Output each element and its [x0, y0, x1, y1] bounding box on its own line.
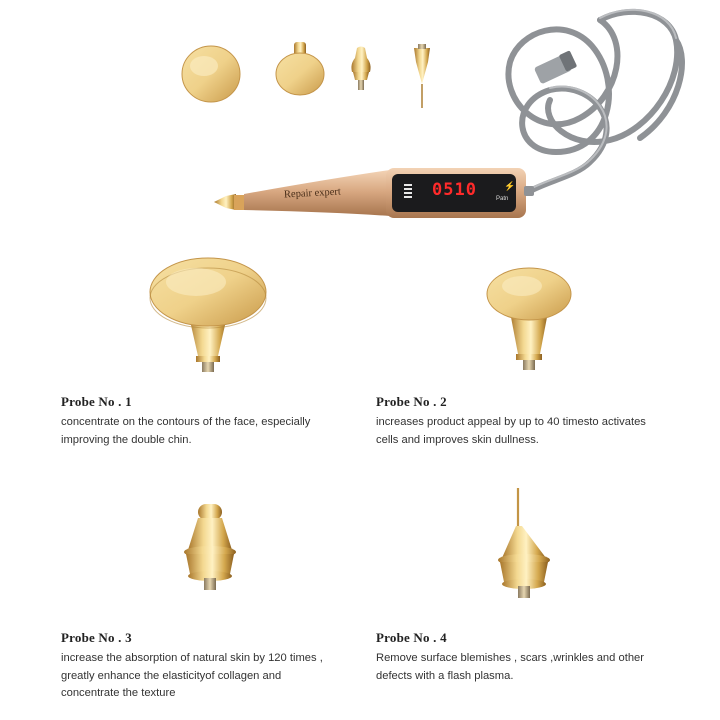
probe-2-line-2: cells and improves skin dullness.: [376, 433, 539, 446]
lightning-icon: ⚡: [504, 181, 516, 191]
small-probe-1-image: [178, 44, 244, 106]
probe-1-description: [61, 414, 371, 449]
probe-1-title: Probe No . 1: [61, 394, 132, 409]
probe-3-line-1: increase the absorption of natural skin by 120 times ,: [61, 652, 323, 664]
pen-display-readout: 0510: [432, 180, 477, 200]
probe-4-line-2: defects with a flash plasma.: [376, 669, 514, 682]
probe-3-description: [61, 650, 371, 703]
probe-1-image: [146, 256, 270, 376]
repair-pen-device: [214, 164, 534, 224]
small-probe-2-image: [274, 42, 326, 98]
probe-2-line-1: increases product appeal by up to 40 timesto activates: [376, 416, 646, 428]
probe-3-image: [178, 500, 242, 596]
probe-2-title: Probe No . 2: [376, 394, 447, 409]
probe-3-line-3: concentrate the texture: [61, 687, 176, 699]
small-probe-3-image: [346, 46, 376, 94]
probe-2-description: [376, 414, 706, 449]
small-probe-4-image: [408, 44, 436, 110]
probe-3-line-2: greatly enhance the elasticityof collagen and: [61, 669, 282, 682]
pen-brand-label: Repair expert: [283, 186, 342, 201]
probe-4-title: Probe No . 4: [376, 630, 447, 645]
pen-button-label: Patn: [496, 196, 509, 202]
probe-1-line-1: concentrate on the contours of the face, especially: [61, 416, 311, 428]
probe-3-title: Probe No . 3: [61, 630, 132, 645]
probe-1-line-2: improving the double chin.: [61, 433, 192, 446]
probe-4-line-1: Remove surface blemishes , scars ,wrinkles and other: [376, 652, 644, 664]
probe-4-image: [492, 486, 556, 602]
pen-bars-icon: [404, 184, 412, 198]
probe-4-description: [376, 650, 706, 685]
probe-2-image: [484, 266, 574, 376]
